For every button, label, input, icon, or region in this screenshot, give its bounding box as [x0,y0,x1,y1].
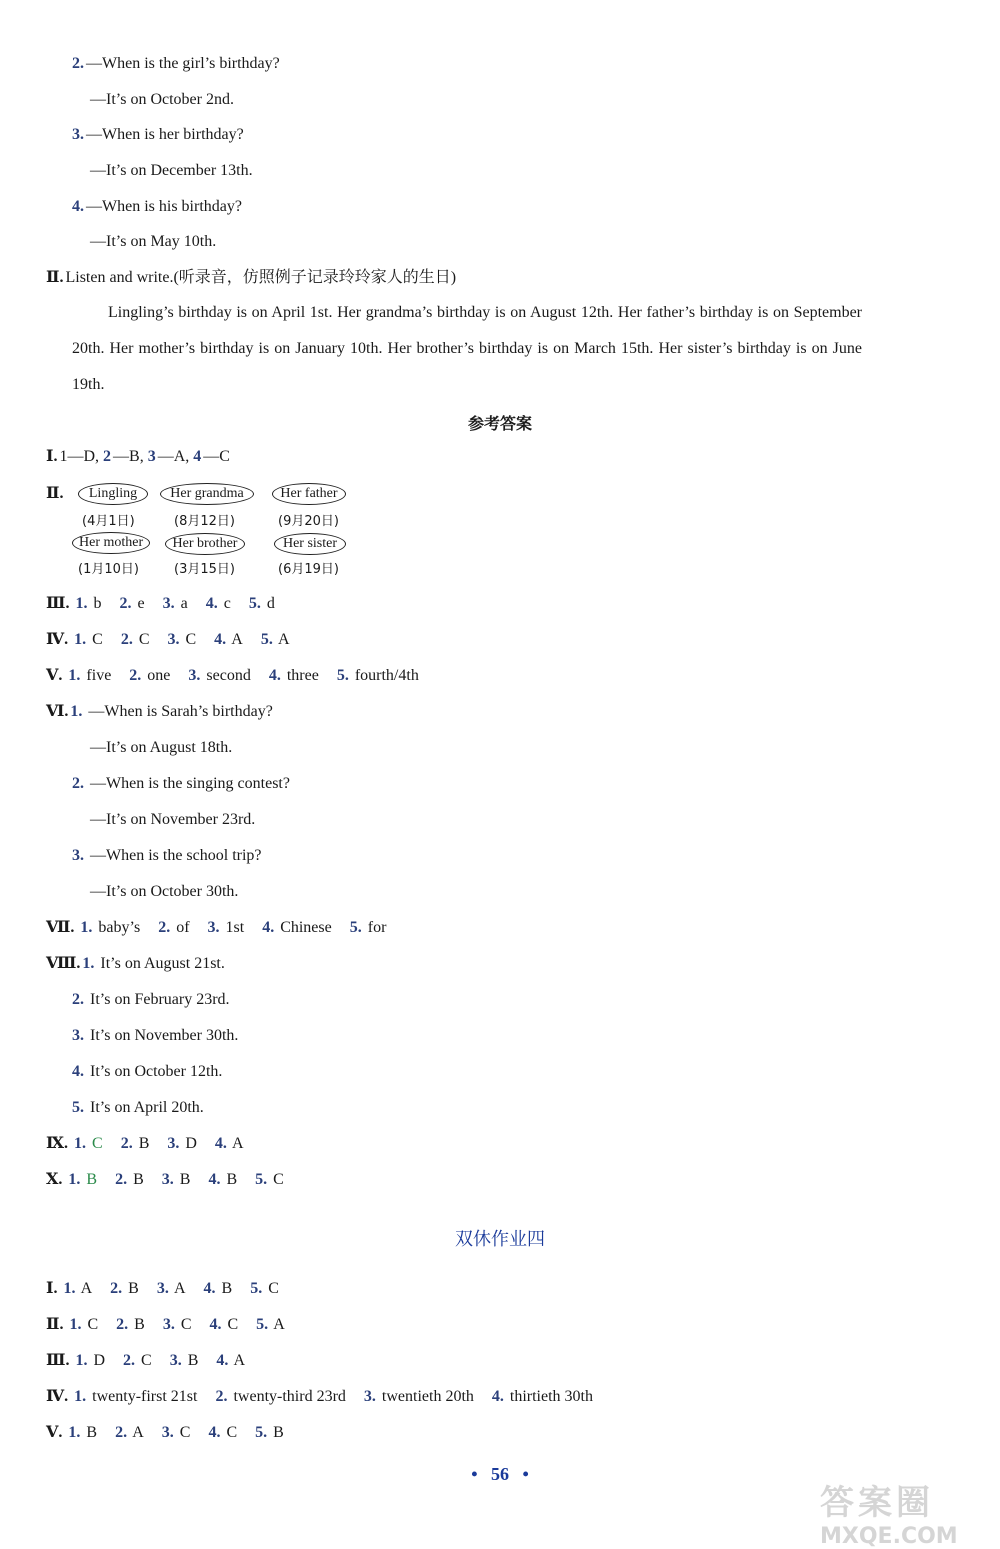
answer-4: Ⅳ. 1. C 2. C 3. C 4. A 5. A [46,631,290,648]
hw-answer-2: Ⅱ. 1. C 2. B 3. C 4. C 5. A [46,1316,285,1333]
hw-answer-5: Ⅴ. 1. B 2. A 3. C 4. C 5. B [46,1424,284,1441]
oval-mother: Her mother [72,532,150,554]
date-mother: (1月10日) [78,562,139,577]
answer-6-a1: —It’s on August 18th. [90,739,233,756]
dialogue-2-answer: —It’s on October 2nd. [90,91,234,108]
answer-6-q2: 2. —When is the singing contest? [72,775,290,792]
hw-answer-1: Ⅰ. 1. A 2. B 3. A 4. B 5. C [46,1280,279,1297]
answer-2-label: Ⅱ. [46,485,64,502]
oval-grandma: Her grandma [160,483,254,505]
answer-10: Ⅹ. 1. B 2. B 3. B 4. B 5. C [46,1171,284,1188]
section-2-title: Ⅱ. Listen and write.(听录音，仿照例子记录玲玲家人的生日) [46,269,457,286]
dialogue-4-question: 4. —When is his birthday? [72,198,242,215]
oval-sister: Her sister [274,533,346,555]
dialogue-3-question: 3. —When is her birthday? [72,126,244,143]
answer-8-5: 5. It’s on April 20th. [72,1099,204,1116]
date-grandma: (8月12日) [174,514,235,529]
answer-9: Ⅸ. 1. C 2. B 3. D 4. A [46,1135,244,1152]
answer-8-2: 2. It’s on February 23rd. [72,991,230,1008]
bullet-left-icon: • [471,1464,478,1484]
page-number: • 56 • [471,1464,529,1484]
hw-answer-4: Ⅳ. 1. twenty-first 21st 2. twenty-third 23rd 3. twentieth 20th 4. thirtieth 30th [46,1388,593,1405]
answers-heading: 参考答案 [467,414,532,433]
answer-1: Ⅰ. 1—D, 2 —B, 3 —A, 4 —C [46,448,230,465]
answer-6-q3: 3. —When is the school trip? [72,847,262,864]
watermark-logo: 答案圈 MXQE.COM [820,1483,958,1549]
bullet-right-icon: • [522,1464,529,1484]
answer-5: Ⅴ. 1. five 2. one 3. second 4. three 5. fourth/4th [46,667,419,684]
answer-7: Ⅶ. 1. baby’s 2. of 3. 1st 4. Chinese 5. for [46,919,387,936]
answer-8-3: 3. It’s on November 30th. [72,1027,239,1044]
answer-6-a2: —It’s on November 23rd. [90,811,256,828]
date-sister: (6月19日) [278,562,339,577]
date-lingling: (4月1日) [82,514,135,529]
date-brother: (3月15日) [174,562,235,577]
oval-lingling: Lingling [78,483,148,505]
dialogue-2-question: 2. —When is the girl’s birthday? [72,55,280,72]
date-father: (9月20日) [278,514,339,529]
answer-8-1: Ⅷ. 1. It’s on August 21st. [46,955,225,972]
section-title: 双休作业四 [455,1229,545,1250]
oval-father: Her father [272,483,346,505]
answer-6-a3: —It’s on October 30th. [90,883,239,900]
answer-3: Ⅲ. 1. b 2. e 3. a 4. c 5. d [46,595,275,612]
answer-6-q1: Ⅵ. 1. —When is Sarah’s birthday? [46,703,273,720]
oval-brother: Her brother [165,533,245,555]
section-2-paragraph: Lingling’s birthday is on April 1st. Her grandma’s birthday is on August 12th. Her father’s birthday is on September 20th. Her mother’s birthday is on January 10th. Her brother’s birthday is on March 15th. Her sister’s birthday is on June 19th. [72,304,862,393]
dialogue-4-answer: —It’s on May 10th. [90,233,217,250]
answer-8-4: 4. It’s on October 12th. [72,1063,223,1080]
dialogue-3-answer: —It’s on December 13th. [90,162,253,179]
hw-answer-3: Ⅲ. 1. D 2. C 3. B 4. A [46,1352,246,1369]
